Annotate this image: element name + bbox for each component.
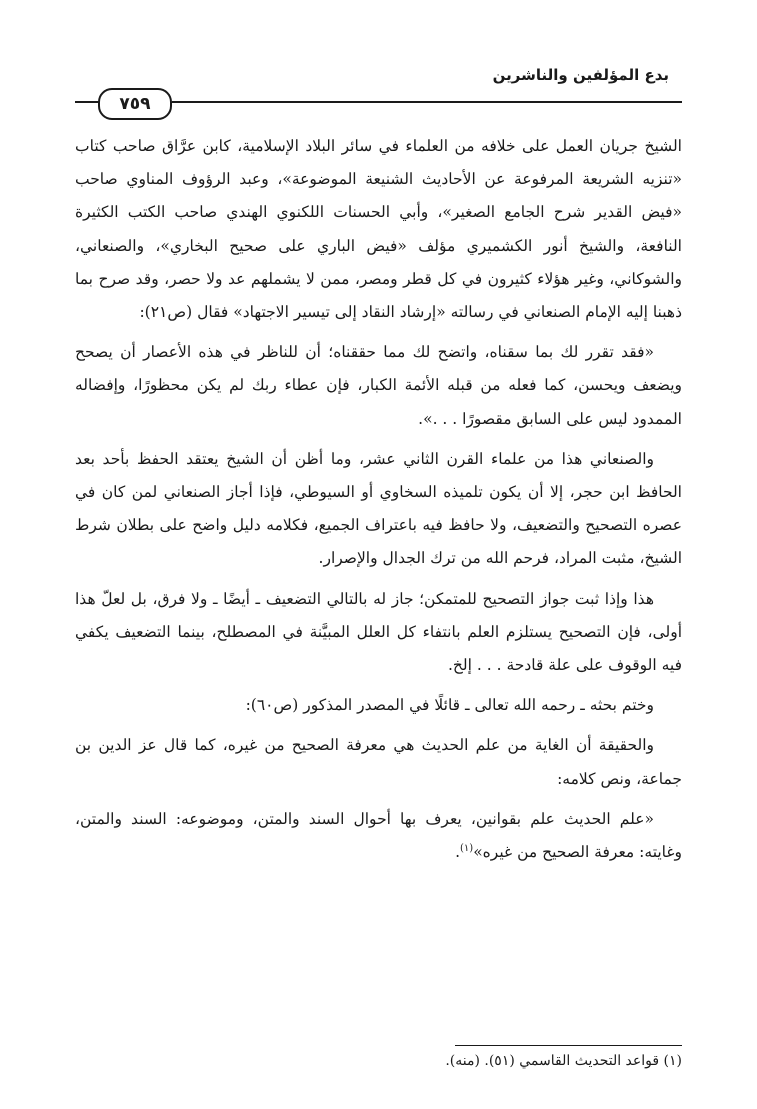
header-rule (172, 101, 682, 103)
sentence-end: . (455, 843, 461, 862)
main-text (75, 130, 682, 869)
footnote-ref: (١) (460, 842, 474, 854)
quote-paragraph (75, 803, 682, 869)
quote-paragraph: «فقد تقرر لك بما سقناه، واتضح لك مما حققناه؛ أن للناظر في هذه الأعصار أن يصحح ويضعف ويحسن، كما فعله من قبله الأئمة الكبار، فإن عطاء ربك لم يكن محظورًا، وإفضاله الممدود ليس على السابق مقصورًا . . .». (75, 343, 683, 428)
footnote-rule (455, 1045, 682, 1046)
paragraph: والحقيقة أن الغاية من علم الحديث هي معرفة الصحيح من غيره، كما قال عز الدين بن جماعة، ونص كلامه: (75, 736, 682, 788)
running-title: بدع المؤلفين والناشرين (492, 66, 669, 84)
header-rule-left (75, 101, 99, 103)
footnote: (١) قواعد التحديث القاسمي (٥١). (منه). (445, 1053, 682, 1069)
paragraph: هذا وإذا ثبت جواز التصحيح للمتمكن؛ جاز له بالتالي التضعيف ـ أيضًا ـ ولا فرق، بل لعلّ هذا أولى، فإن التصحيح يستلزم العلم بانتفاء كل العلل المبيَّنة في المصطلح، بينما التضعيف يكفي فيه الوقوف على علة قادحة . . . إلخ. (75, 589, 682, 675)
paragraph: الشيخ جريان العمل على خلافه من العلماء في سائر البلاد الإسلامية، كابن عرَّاق صاحب كتاب «تنزيه الشريعة المرفوعة عن الأحاديث الشنيعة الموضوعة»، وعبد الرؤوف المناوي صاحب «فيض القدير شرح الجامع الصغير»، وأبي الحسنات اللكنوي الهندي صاحب الكتب الكثيرة النافعة، والشيخ أنور الكشميري مؤلف «فيض الباري على صحيح البخاري»، والصنعاني، والشوكاني، وغير هؤلاء كثيرون في كل قطر ومصر، ممن لا يشملهم عد ولا حصر، وقد صرح بما ذهبنا إليه الإمام الصنعاني في رسالته «إرشاد النقاد إلى تيسير الاجتهاد» فقال (ص٢١): (75, 137, 682, 322)
paragraph: وختم بحثه ـ رحمه الله تعالى ـ قائلًا في المصدر المذكور (ص٦٠): (245, 696, 654, 715)
quote-text: «علم الحديث علم بقوانين، يعرف بها أحوال السند والمتن، وموضوعه: السند والمتن، وغايته: معرفة الصحيح من غيره» (75, 809, 682, 862)
page-number: ٧٥٩ (98, 88, 172, 120)
paragraph: والصنعاني هذا من علماء القرن الثاني عشر، وما أظن أن الشيخ يعتقد الحفظ بأحد بعد الحافظ ابن حجر، إلا أن يكون تلميذه السخاوي أو السيوطي، فإذا أجاز الصنعاني لمن كان في عصره التصحيح والتضعيف، ولا حافظ فيه باعتراف الجميع، فكلامه دليل واضح على بطلان شرط الشيخ، مثبت المراد، فرحم الله من ترك الجدال والإصرار. (75, 449, 682, 568)
